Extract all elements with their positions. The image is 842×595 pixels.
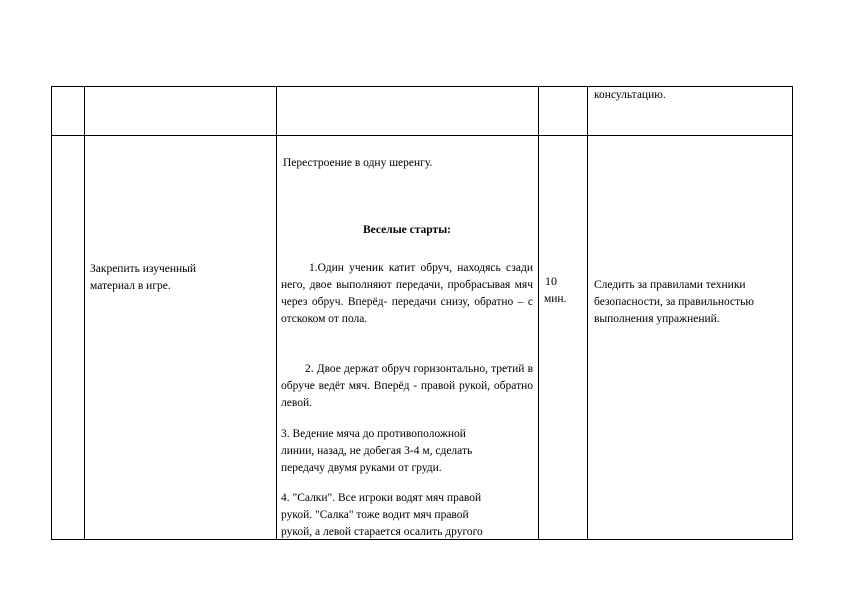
exercise-4-line-2: рукой. "Салка" тоже водит мяч правой xyxy=(281,509,469,521)
column-divider xyxy=(276,86,277,540)
column-divider xyxy=(84,86,85,540)
row1-notes-text: консультацию. xyxy=(594,89,666,101)
column-divider xyxy=(587,86,588,540)
task-line-1: Закрепить изученный xyxy=(90,263,197,275)
relay-heading: Веселые старты: xyxy=(362,224,452,236)
exercise-3-line-3: передачу двумя руками от груди. xyxy=(281,462,442,474)
notes-line-3: выполнения упражнений. xyxy=(594,313,720,325)
notes-line-2: безопасности, за правильностью xyxy=(594,296,755,308)
task-line-2: материал в игре. xyxy=(90,280,171,292)
table-right-border xyxy=(792,86,793,540)
exercise-4-line-3: рукой, а левой старается осалить другого xyxy=(281,526,483,538)
exercise-3-line-2: линии, назад, не добегая 3-4 м, сделать xyxy=(281,445,473,457)
duration-value: 10 xyxy=(545,274,557,288)
row-divider xyxy=(51,135,793,136)
exercise-1-text: 1.Один ученик катит обруч, находясь сзади него, двое выполняют передачи, пробрасывая мяч через обруч. Вперёд- передачи снизу, обратно – с отскоком от пола. xyxy=(281,262,533,325)
exercise-4-line-1: 4. "Салки". Все игроки водят мяч правой xyxy=(281,492,482,504)
exercise-2-text: 2. Двое держат обруч горизонтально, третий в обруче ведёт мяч. Вперёд - правой рукой, обратно левой. xyxy=(281,363,533,409)
column-divider xyxy=(538,86,539,540)
duration-unit: мин. xyxy=(544,293,567,305)
formation-text: Перестроение в одну шеренгу. xyxy=(283,157,433,169)
exercise-3-line-1: 3. Ведение мяча до противоположной xyxy=(281,428,466,440)
notes-line-1: Следить за правилами техники xyxy=(594,279,746,291)
